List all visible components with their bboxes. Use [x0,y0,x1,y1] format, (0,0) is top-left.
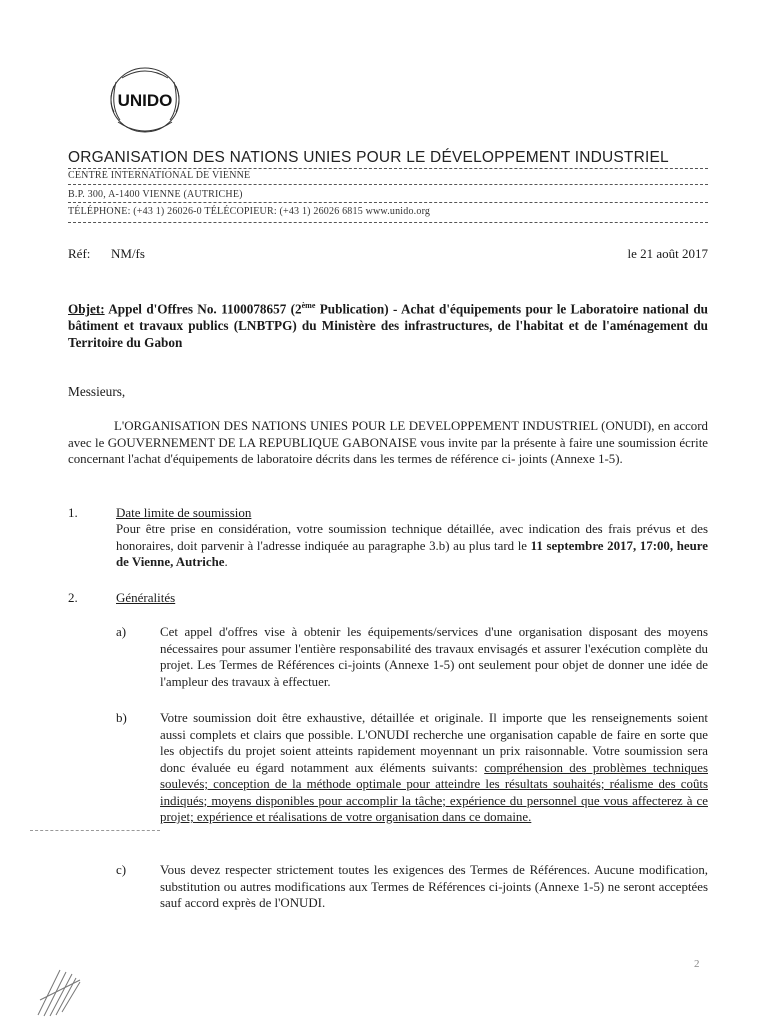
section-1-title: Date limite de soumission [116,505,252,520]
section-2-number: 2. [68,590,78,605]
letterhead-rule-3 [68,202,708,203]
subject-text-1: Appel d'Offres No. 1100078657 (2 [104,301,302,317]
section-1-body [116,521,708,571]
organisation-name: ORGANISATION DES NATIONS UNIES POUR LE DÉVELOPPEMENT INDUSTRIEL [68,149,669,166]
letterhead-rule-bottom [68,222,708,223]
item-b-body [160,710,708,826]
letterhead-rule-top [68,168,708,169]
address-line-3: TÉLÉPHONE: (+43 1) 26026-0 TÉLÉCOPIEUR: (+43 1) 26026 6815 www.unido.org [68,206,431,217]
section-2-title: Généralités [116,590,176,605]
letter-date: le 21 août 2017 [627,246,708,261]
section-1-text-b: . [224,555,228,569]
subject-superscript: ème [301,301,316,310]
section-1-text-a: Pour être prise en considération, votre soumission technique détaillée, avec indication des frais prévus et des honoraires, doit parvenir à l'adresse indiquée au paragraphe 3.b) au plus tard le [116,522,708,553]
scan-dashed-line [30,830,160,831]
address-line-1: CENTRE INTERNATIONAL DE VIENNE [68,170,251,181]
letterhead-rule-2 [68,184,708,185]
item-a-body: Cet appel d'offres vise à obtenir les équipements/services d'une organisation disposant des moyens nécessaires pour assumer l'entière responsabilité des travaux envisagés et assurer l'exécution complète du projet. Les Termes de Références ci-joints (Annexe 1-5) ont seulement pour objet de donner une idée de l'ampleur des travaux à effectuer. [160,625,708,689]
address-line-2: B.P. 300, A-1400 VIENNE (AUTRICHE) [68,189,243,200]
logo-text: UNIDO [117,91,173,110]
item-b-letter: b) [116,710,127,725]
intro-paragraph: L'ORGANISATION DES NATIONS UNIES POUR LE DEVELOPPEMENT INDUSTRIEL (ONUDI), en accord avec le GOUVERNEMENT DE LA REPUBLIQUE GABONAISE vous invite par la présente à faire une soumission écrite concernant l'achat d'équipements de laboratoire décrits dans les termes de référence ci- joints (Annexe 1-5). [68,419,708,466]
item-b-criteria: compréhension des problèmes techniques soulevés; conception de la méthode optimale pour atteindre les résultats souhaités; réalisme des coûts indiqués; moyens disponibles pour accomplir la tâche; expérience du personnel que vous affecterez à ce projet; expérience et réalisations de votre organisation dans ce domaine. [160,760,708,824]
reference-value: NM/fs [111,246,145,261]
greeting: Messieurs, [68,384,126,399]
page-number: 2 [694,958,700,970]
reference-label: Réf: [68,246,91,261]
item-c-body: Vous devez respecter strictement toutes les exigences des Termes de Références. Aucune modification, substitution ou autres modifications aux Termes de Références ci-joints (Annexe 1-5) ne seront acceptées sauf accord exprès de l'ONUDI. [160,863,708,910]
item-a-letter: a) [116,624,127,639]
initials-scribble-icon [30,960,100,1020]
subject-label: Objet: [68,301,105,317]
item-c-letter: c) [116,862,127,877]
unido-logo [100,60,190,140]
section-1-deadline: 11 septembre 2017, 17:00, heure de Vienne, Autriche [116,538,709,569]
subject-text-2: Publication) - Achat d'équipements pour le Laboratoire national du bâtiment et travaux publics (LNBTPG) du Ministère des infrastructures, de l'habitat et de l'aménagement du Territoire du Gabon [68,301,708,351]
section-1-number: 1. [68,505,78,520]
letter-subject [68,297,708,351]
item-b-text: Votre soumission doit être exhaustive, détaillée et originale. Il importe que les renseignements soient aussi complets et clairs que possible. L'ONUDI recherche une organisation capable de faire en sorte que les objectifs du projet soient atteints rapidement moyennant un prix raisonnable. Votre soumission sera donc évaluée eu égard notamment aux éléments suivants: [160,711,708,775]
